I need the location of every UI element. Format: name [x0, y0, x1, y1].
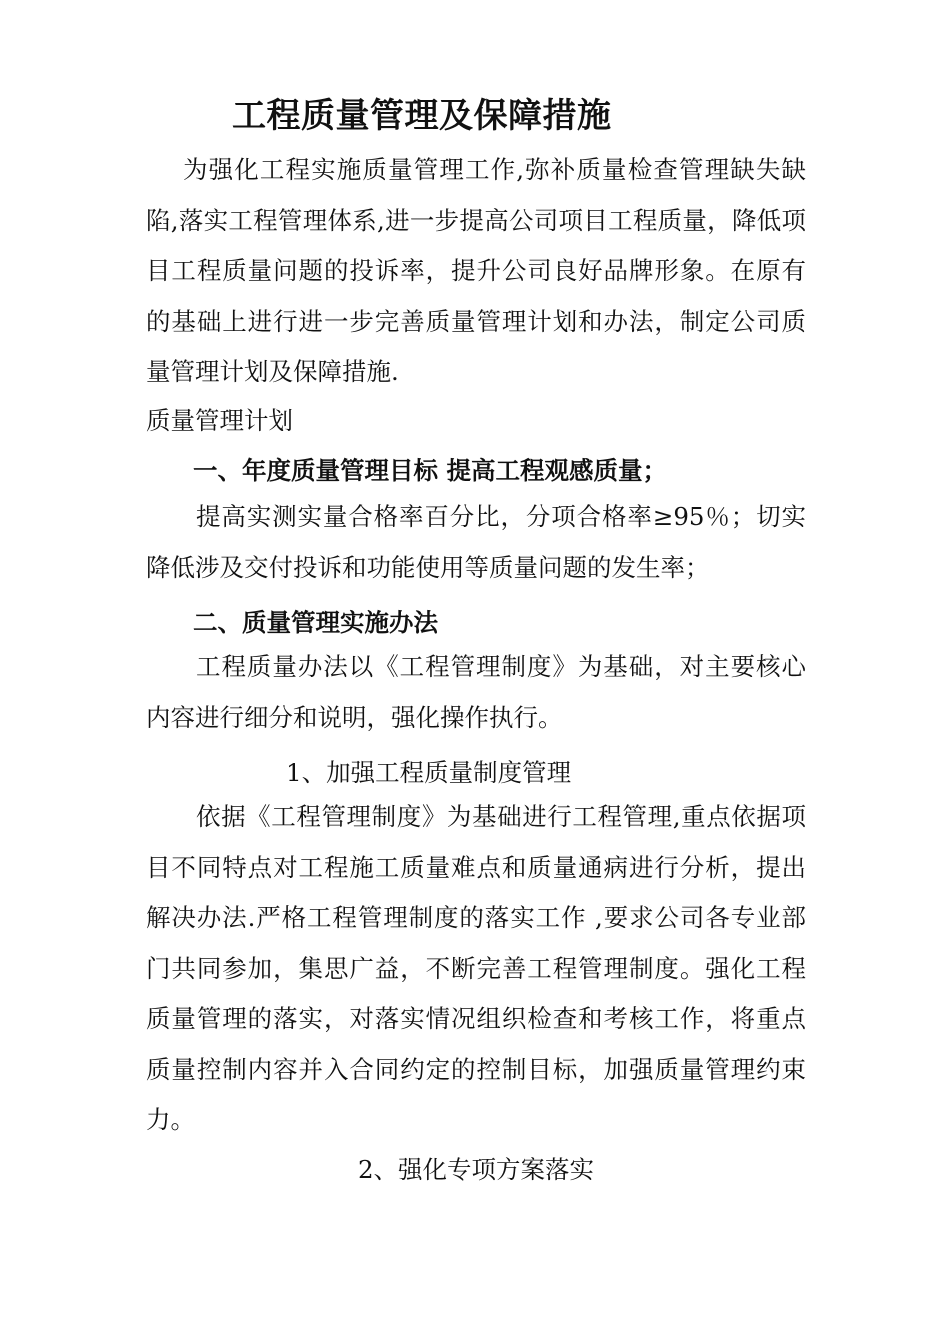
section2-paragraph: 工程质量办法以《工程管理制度》为基础，对主要核心内容进行细分和说明，强化操作执行。 [146, 652, 806, 732]
intro-paragraph: 为强化工程实施质量管理工作,弥补质量检查管理缺失缺陷,落实工程管理体系,进一步提高公司项目工程质量，降低项目工程质量问题的投诉率，提升公司良好品牌形象。在原有的基础上进行进一步完善质量管理计划和办法，制定公司质量管理计划及保障措施. [146, 155, 806, 386]
section1-heading: 一、年度质量管理目标 提高工程观感质量； [193, 456, 668, 485]
subsection2-heading: 2、强化专项方案落实 [357, 1155, 595, 1184]
section2-heading: 二、质量管理实施办法 [193, 608, 438, 637]
section1-paragraph: 提高实测实量合格率百分比，分项合格率≥95％；切实降低涉及交付投诉和功能使用等质量问题的发生率； [146, 502, 806, 582]
subsection1-heading: 1、加强工程质量制度管理 [286, 758, 572, 787]
plan-heading: 质量管理计划 [146, 406, 293, 435]
document-title: 工程质量管理及保障措施 [232, 96, 612, 136]
subsection1-paragraph: 依据《工程管理制度》为基础进行工程管理,重点依据项目不同特点对工程施工质量难点和质量通病进行分析，提出解决办法.严格工程管理制度的落实工作 ,要求公司各专业部门共同参加，集思广益，不断完善工程管理制度。强化工程质量管理的落实，对落实情况组织检查和考核工作，将重点质量控制内容并入合同约定的控制目标，加强质量管理约束力。 [146, 802, 806, 1134]
